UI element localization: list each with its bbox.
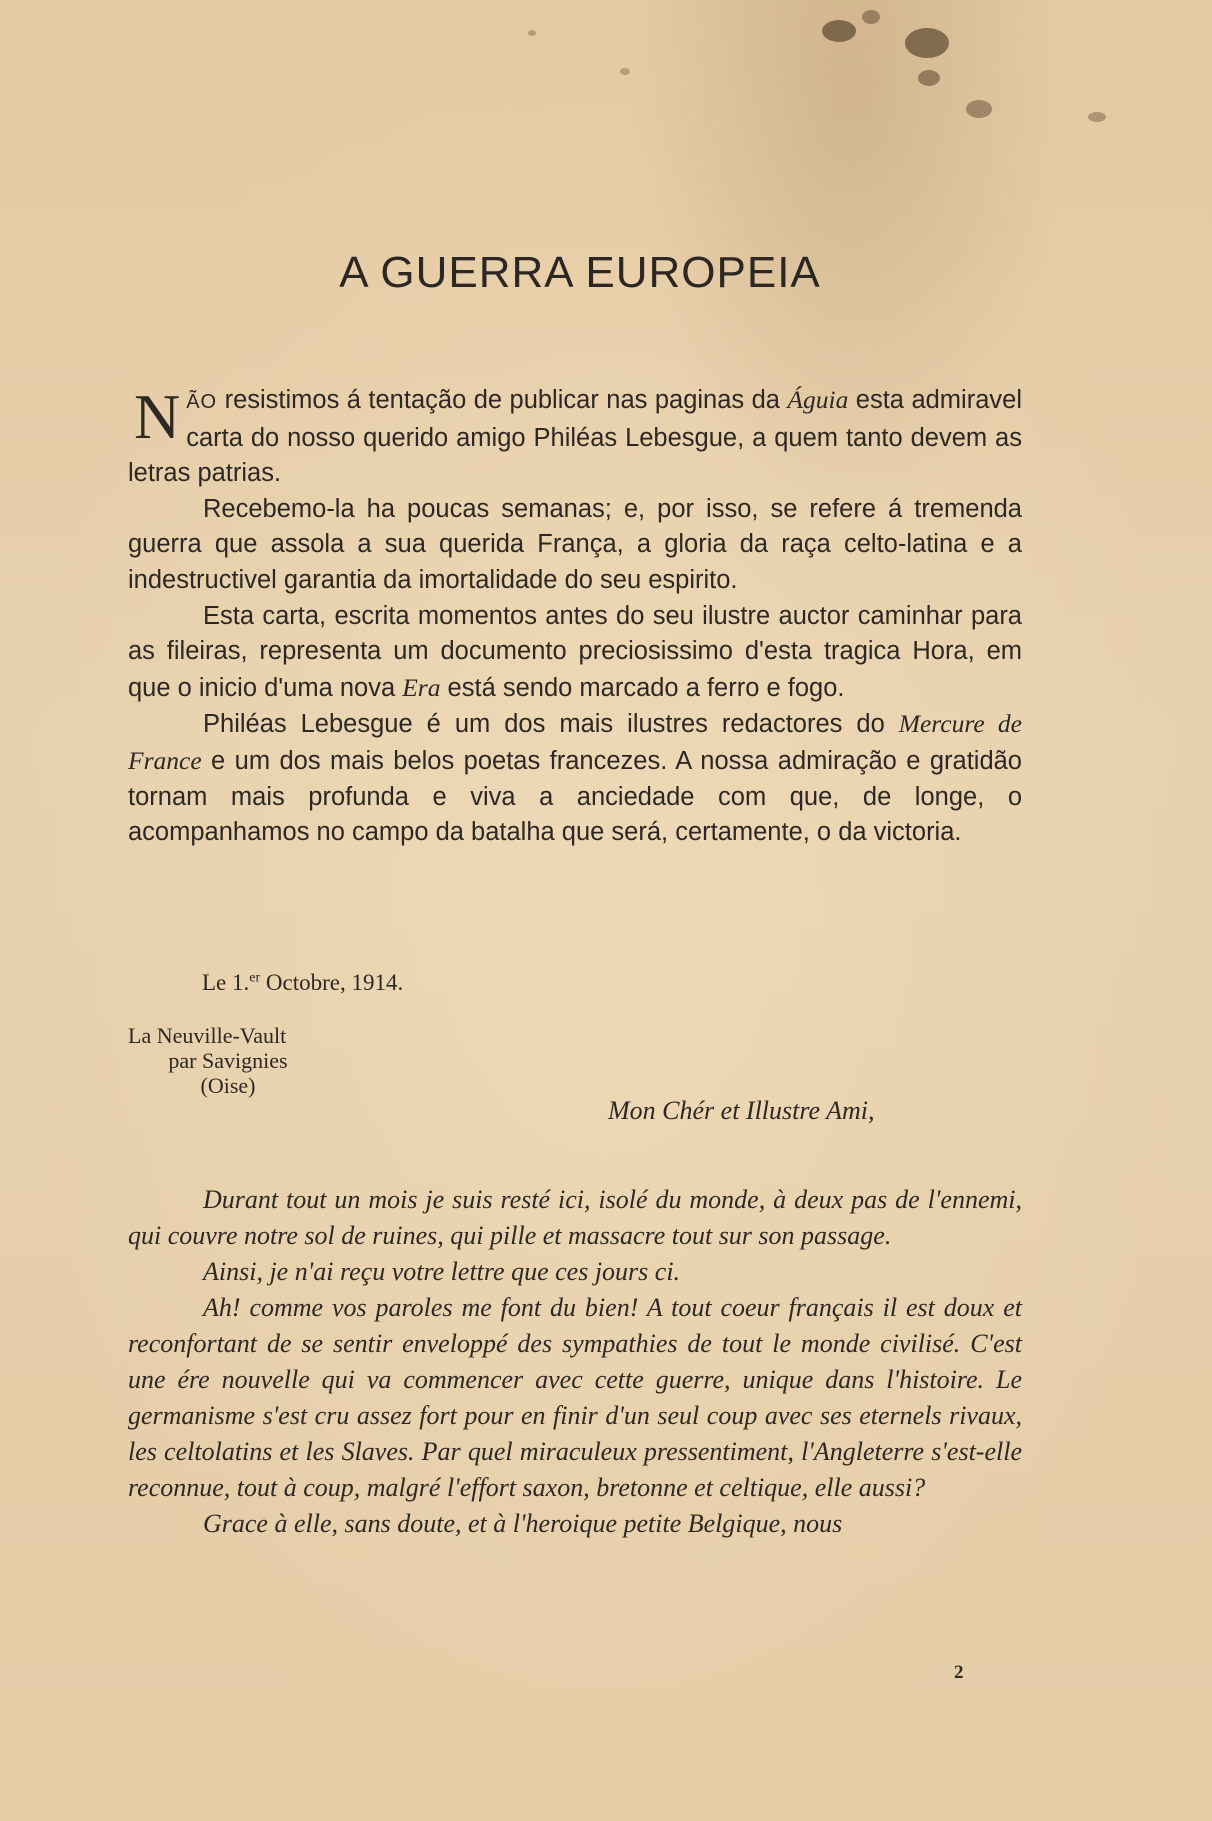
letter-body (128, 1182, 1022, 1542)
intro-text-segment: esta admiravel carta do nosso querido amigo Philéas Lebesgue, a quem tanto devem as letras patrias. (128, 386, 1022, 488)
ink-stain (528, 30, 536, 36)
intro-text-segment: Philéas Lebesgue é um dos mais ilustres redactores do (203, 710, 899, 739)
address-line: par Savignies (168, 1048, 288, 1073)
intro-text-segment: resistimos á tentação de publicar nas paginas da (217, 386, 788, 414)
intro-paragraph: Recebemo-la ha poucas semanas; e, por isso, se refere á tremenda guerra que assola a sua querida França, a gloria da raça celto-latina e a indestructivel garantia da imortalidade do seu espirito. (128, 494, 1022, 594)
intro-text-segment: Esta carta, escrita momentos antes do seu ilustre auctor caminhar para as fileiras, representa um documento preciosissimo d'esta tragica Hora, em que o inicio d'uma nova (128, 601, 1022, 702)
journal-title: Mercure de France (128, 709, 1022, 775)
ink-stain (822, 20, 856, 42)
intro-text (128, 382, 1022, 851)
intro-paragraph (128, 382, 1022, 492)
ink-stain (620, 68, 630, 75)
date-text: Octobre, 1914. (260, 970, 404, 995)
letter-address (128, 1023, 328, 1098)
italic-word: Era (402, 672, 441, 702)
page-number: 2 (954, 1662, 964, 1683)
date-text: Le 1. (202, 970, 250, 995)
address-line: (Oise) (200, 1073, 256, 1098)
drop-cap: N (134, 381, 181, 452)
page-title: A GUERRA EUROPEIA (339, 248, 821, 297)
ink-stain (918, 70, 940, 86)
ink-stain (966, 100, 992, 118)
ink-stain (862, 10, 880, 24)
intro-paragraph (128, 599, 1022, 707)
letter-paragraph: Ah! comme vos paroles me font du bien! A tout coeur français il est doux et reconfortant de se sentir enveloppé des sympathies de tout le monde civilisé. C'est une ére nouvelle qui va commencer avec cette guerre, unique dans l'histoire. Le germanisme s'est cru assez fort pour en finir d'un seul coup avec ses eternels rivaux, les celtolatins et les Slaves. Par quel miraculeux pressentiment, l'Angleterre s'est-elle reconnue, tout à coup, malgré l'effort saxon, bretonne et celtique, elle aussi? (128, 1293, 1022, 1502)
intro-paragraph (128, 706, 1022, 850)
letter-date (202, 970, 403, 996)
letter-salutation: Mon Chér et Illustre Ami, (608, 1096, 875, 1125)
small-caps-text: ÃO (186, 391, 218, 413)
intro-text-segment: e um dos mais belos poetas francezes. A nossa admiração e gratidão tornam mais profunda e viva a anciedade com que, de longe, o acompanhamos no campo da batalha que será, certamente, o da victoria. (128, 746, 1022, 847)
letter-paragraph: Ainsi, je n'ai reçu votre lettre que ces jours ci. (203, 1257, 681, 1286)
intro-text-segment: está sendo marcado a ferro e fogo. (440, 673, 845, 702)
journal-title: Águia (787, 385, 849, 414)
letter-paragraph: Grace à elle, sans doute, et à l'heroique petite Belgique, nous (203, 1509, 843, 1538)
address-line: La Neuville-Vault (128, 1023, 287, 1048)
ink-stain (905, 28, 949, 58)
ink-stain (1088, 112, 1106, 122)
letter-paragraph: Durant tout un mois je suis resté ici, isolé du monde, à deux pas de l'ennemi, qui couvre notre sol de ruines, qui pille et massacre tout sur son passage. (128, 1185, 1022, 1250)
date-superscript: er (249, 970, 261, 986)
